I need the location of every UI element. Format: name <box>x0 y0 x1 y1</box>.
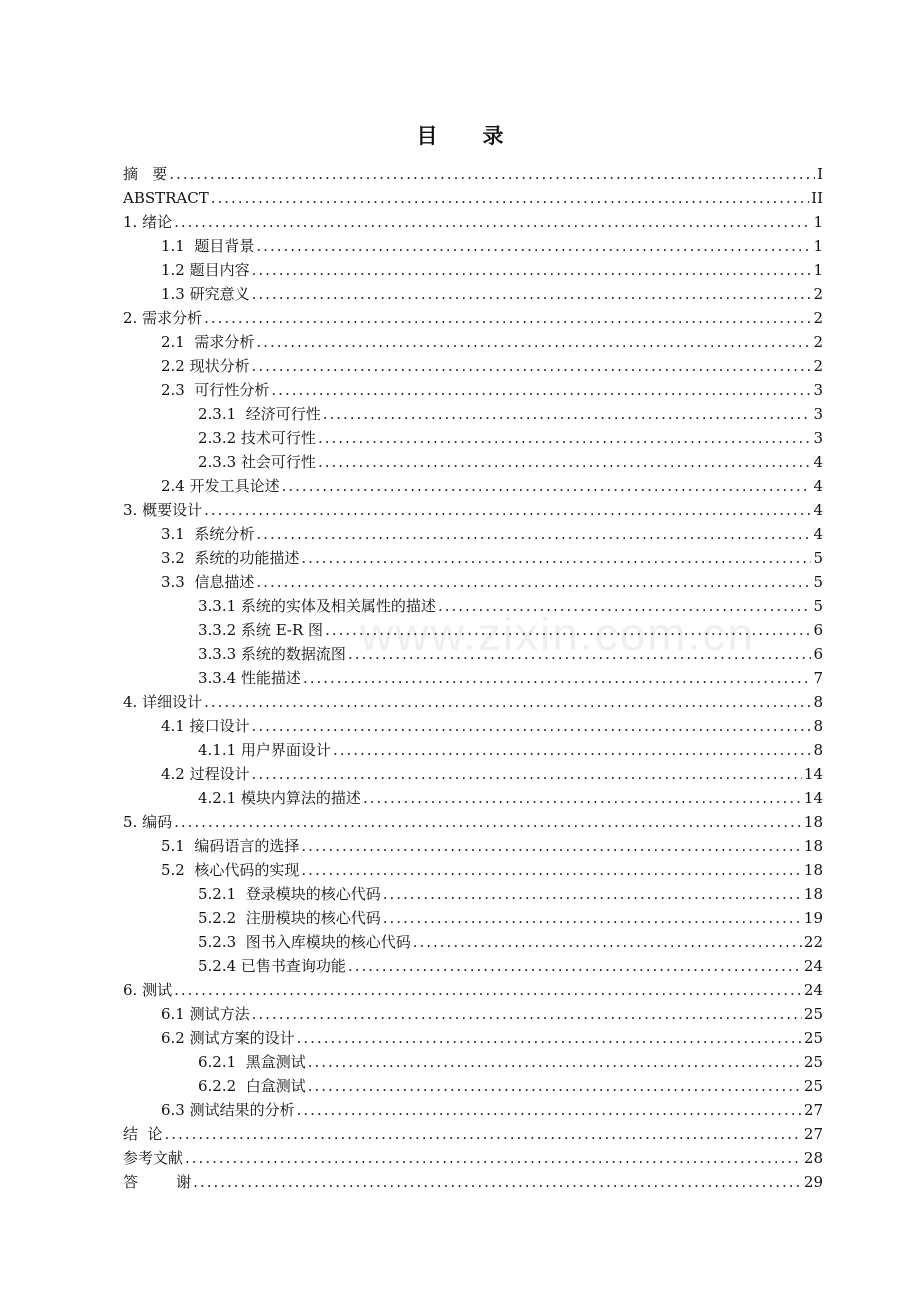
toc-entry-page-number: 25 <box>803 1053 823 1071</box>
toc-entry-page-number: 8 <box>813 693 823 711</box>
toc-entry-label: 6. 测试 <box>123 981 173 999</box>
toc-entry[interactable] <box>123 327 823 351</box>
toc-leader-dots <box>308 1077 802 1095</box>
toc-leader-dots <box>325 621 811 639</box>
toc-entry[interactable] <box>123 255 823 279</box>
toc-entry-page-number: 29 <box>803 1173 823 1191</box>
toc-leader-dots <box>256 573 811 591</box>
toc-entry-page-number: 6 <box>813 645 823 663</box>
toc-entry-label: 参考文献 <box>123 1149 184 1167</box>
toc-entry[interactable] <box>123 1119 823 1143</box>
toc-leader-dots <box>256 237 811 255</box>
toc-leader-dots <box>252 261 812 279</box>
toc-entry-page-number: 1 <box>813 261 823 279</box>
toc-entry-page-number: 3 <box>813 429 823 447</box>
toc-entry-label: 3.3.1 系统的实体及相关属性的描述 <box>198 597 436 615</box>
toc-entry-page-number: II <box>811 189 823 207</box>
toc-entry-label: 4.1 接口设计 <box>161 717 250 735</box>
toc-entry-page-number: 25 <box>803 1005 823 1023</box>
toc-entry-page-number: 2 <box>813 309 823 327</box>
toc-leader-dots <box>204 309 811 327</box>
toc-entry-label: 5.2.1 登录模块的核心代码 <box>198 885 381 903</box>
toc-leader-dots <box>303 669 812 687</box>
toc-entry-label: 2. 需求分析 <box>123 309 203 327</box>
toc-entry-label: 1.3 研究意义 <box>161 285 250 303</box>
toc-leader-dots <box>363 789 802 807</box>
toc-entry-label: 结 论 <box>123 1125 163 1143</box>
toc-entry-label: 5.2 核心代码的实现 <box>161 861 300 879</box>
toc-entry-label: 6.3 测试结果的分析 <box>161 1101 295 1119</box>
toc-leader-dots <box>169 165 815 183</box>
toc-entry[interactable] <box>123 831 823 855</box>
toc-entry-page-number: 5 <box>813 597 823 615</box>
toc-entry-label: 摘 要 <box>123 165 168 183</box>
toc-leader-dots <box>348 957 802 975</box>
toc-entry[interactable] <box>123 207 823 231</box>
toc-entry[interactable] <box>123 471 823 495</box>
toc-entry[interactable] <box>123 687 823 711</box>
toc-entry[interactable] <box>123 663 823 687</box>
toc-leader-dots <box>252 717 812 735</box>
toc-entry-label: 6.1 测试方法 <box>161 1005 250 1023</box>
toc-leader-dots <box>211 189 809 207</box>
toc-entry[interactable] <box>123 495 823 519</box>
toc-entry-page-number: 19 <box>803 909 823 927</box>
toc-leader-dots <box>383 909 802 927</box>
toc-entry-page-number: 8 <box>813 717 823 735</box>
toc-entry[interactable] <box>123 735 823 759</box>
toc-entry-page-number: 1 <box>813 213 823 231</box>
toc-entry[interactable] <box>123 303 823 327</box>
toc-entry-page-number: 5 <box>813 573 823 591</box>
toc-entry[interactable] <box>123 159 823 183</box>
toc-entry-label: ABSTRACT <box>123 189 209 207</box>
toc-entry-label: 5. 编码 <box>123 813 173 831</box>
toc-entry[interactable] <box>123 807 823 831</box>
toc-entry-page-number: 22 <box>803 933 823 951</box>
toc-entry[interactable] <box>123 375 823 399</box>
toc-entry[interactable] <box>123 1023 823 1047</box>
toc-entry[interactable] <box>123 639 823 663</box>
toc-leader-dots <box>282 477 812 495</box>
toc-entry[interactable] <box>123 543 823 567</box>
toc-leader-dots <box>256 525 811 543</box>
toc-entry-label: 2.3.2 技术可行性 <box>198 429 316 447</box>
toc-entry-page-number: 24 <box>803 957 823 975</box>
toc-entry-label: 3.3.2 系统 E-R 图 <box>198 621 324 639</box>
toc-entry-page-number: 25 <box>803 1029 823 1047</box>
toc-entry[interactable] <box>123 1047 823 1071</box>
toc-entry-label: 5.2.4 已售书查询功能 <box>198 957 346 975</box>
toc-entry-page-number: 14 <box>803 765 823 783</box>
toc-leader-dots <box>438 597 812 615</box>
toc-leader-dots <box>323 405 812 423</box>
toc-entry[interactable] <box>123 1071 823 1095</box>
toc-entry-page-number: 4 <box>813 453 823 471</box>
toc-entry[interactable] <box>123 615 823 639</box>
toc-entry-page-number: 5 <box>813 549 823 567</box>
toc-entry-label: 2.4 开发工具论述 <box>161 477 280 495</box>
toc-leader-dots <box>413 933 802 951</box>
toc-entry-page-number: 28 <box>803 1149 823 1167</box>
toc-entry[interactable] <box>123 759 823 783</box>
toc-entry-label: 2.1 需求分析 <box>161 333 255 351</box>
toc-entry-label: 6.2.1 黑盒测试 <box>198 1053 306 1071</box>
toc-entry[interactable] <box>123 855 823 879</box>
toc-entry-label: 2.3.3 社会可行性 <box>198 453 316 471</box>
toc-leader-dots <box>165 1125 802 1143</box>
toc-entry[interactable] <box>123 279 823 303</box>
toc-entry-page-number: 2 <box>813 333 823 351</box>
toc-entry-label: 5.2.2 注册模块的核心代码 <box>198 909 381 927</box>
toc-entry-page-number: 1 <box>813 237 823 255</box>
toc-entry-label: 3.3 信息描述 <box>161 573 255 591</box>
toc-entry[interactable] <box>123 1143 823 1167</box>
toc-leader-dots <box>333 741 812 759</box>
toc-entry-label: 4.1.1 用户界面设计 <box>198 741 331 759</box>
toc-entry-page-number: 3 <box>813 381 823 399</box>
toc-leader-dots <box>193 1173 802 1191</box>
toc-leader-dots <box>383 885 802 903</box>
toc-entry[interactable] <box>123 447 823 471</box>
toc-entry-page-number: 18 <box>803 813 823 831</box>
toc-entry-page-number: 2 <box>813 285 823 303</box>
toc-entry-label: 3.3.3 系统的数据流图 <box>198 645 346 663</box>
toc-entry[interactable] <box>123 903 823 927</box>
toc-leader-dots <box>318 429 812 447</box>
toc-entry-page-number: 24 <box>803 981 823 999</box>
toc-entry[interactable] <box>123 519 823 543</box>
toc-entry-page-number: 25 <box>803 1077 823 1095</box>
toc-entry-label: 6.2 测试方案的设计 <box>161 1029 295 1047</box>
toc-entry-page-number: 14 <box>803 789 823 807</box>
toc-entry-page-number: 2 <box>813 357 823 375</box>
toc-entry-page-number: I <box>817 165 823 183</box>
toc-entry[interactable] <box>123 927 823 951</box>
toc-entry[interactable] <box>123 711 823 735</box>
toc-leader-dots <box>301 549 811 567</box>
toc-entry-label: 4. 详细设计 <box>123 693 203 711</box>
toc-leader-dots <box>297 1101 802 1119</box>
toc-entry-label: 2.2 现状分析 <box>161 357 250 375</box>
toc-entry-label: 3. 概要设计 <box>123 501 203 519</box>
toc-entry[interactable] <box>123 975 823 999</box>
toc-entry[interactable] <box>123 1095 823 1119</box>
toc-entry-page-number: 18 <box>803 885 823 903</box>
toc-entry[interactable] <box>123 879 823 903</box>
toc-entry-page-number: 8 <box>813 741 823 759</box>
toc-leader-dots <box>174 981 802 999</box>
toc-entry-page-number: 18 <box>803 861 823 879</box>
toc-entry-page-number: 4 <box>813 501 823 519</box>
toc-entry-page-number: 27 <box>803 1125 823 1143</box>
toc-entry[interactable] <box>123 591 823 615</box>
toc-entry-page-number: 4 <box>813 525 823 543</box>
toc-entry[interactable] <box>123 783 823 807</box>
toc-entry-label: 答 谢 <box>123 1173 192 1191</box>
watermark: www.zixin.com.cn <box>360 608 755 660</box>
toc-entry-label: 3.3.4 性能描述 <box>198 669 301 687</box>
toc-leader-dots <box>256 333 811 351</box>
toc-entry-page-number: 7 <box>813 669 823 687</box>
toc-entry-label: 6.2.2 白盒测试 <box>198 1077 306 1095</box>
toc-leader-dots <box>204 501 811 519</box>
toc-entry-label: 1. 绪论 <box>123 213 173 231</box>
toc-leader-dots <box>271 381 811 399</box>
toc-leader-dots <box>252 285 812 303</box>
toc-entry-label: 4.2 过程设计 <box>161 765 250 783</box>
toc-leader-dots <box>318 453 812 471</box>
toc-entry[interactable] <box>123 999 823 1023</box>
toc-leader-dots <box>301 837 802 855</box>
toc-entry-label: 4.2.1 模块内算法的描述 <box>198 789 361 807</box>
toc-leader-dots <box>174 813 802 831</box>
table-of-contents <box>123 159 823 1191</box>
toc-leader-dots <box>252 1005 802 1023</box>
toc-entry-label: 1.2 题目内容 <box>161 261 250 279</box>
toc-entry[interactable] <box>123 351 823 375</box>
toc-entry[interactable] <box>123 399 823 423</box>
toc-entry-label: 3.1 系统分析 <box>161 525 255 543</box>
toc-leader-dots <box>174 213 811 231</box>
toc-entry[interactable] <box>123 183 823 207</box>
toc-entry-page-number: 4 <box>813 477 823 495</box>
toc-entry[interactable] <box>123 951 823 975</box>
toc-entry-label: 1.1 题目背景 <box>161 237 255 255</box>
toc-entry-label: 2.3.1 经济可行性 <box>198 405 321 423</box>
toc-leader-dots <box>204 693 811 711</box>
toc-entry[interactable] <box>123 423 823 447</box>
page-title: 目 录 <box>416 123 523 148</box>
toc-leader-dots <box>185 1149 802 1167</box>
toc-leader-dots <box>252 765 802 783</box>
toc-leader-dots <box>297 1029 802 1047</box>
toc-entry[interactable] <box>123 231 823 255</box>
toc-entry-page-number: 27 <box>803 1101 823 1119</box>
toc-entry-page-number: 6 <box>813 621 823 639</box>
toc-entry-label: 2.3 可行性分析 <box>161 381 270 399</box>
toc-entry[interactable] <box>123 1167 823 1191</box>
toc-entry-page-number: 18 <box>803 837 823 855</box>
toc-entry-label: 5.1 编码语言的选择 <box>161 837 300 855</box>
toc-entry-label: 5.2.3 图书入库模块的核心代码 <box>198 933 411 951</box>
toc-leader-dots <box>252 357 812 375</box>
toc-entry-label: 3.2 系统的功能描述 <box>161 549 300 567</box>
toc-leader-dots <box>308 1053 802 1071</box>
toc-leader-dots <box>348 645 812 663</box>
toc-entry-page-number: 3 <box>813 405 823 423</box>
toc-entry[interactable] <box>123 567 823 591</box>
toc-leader-dots <box>301 861 802 879</box>
